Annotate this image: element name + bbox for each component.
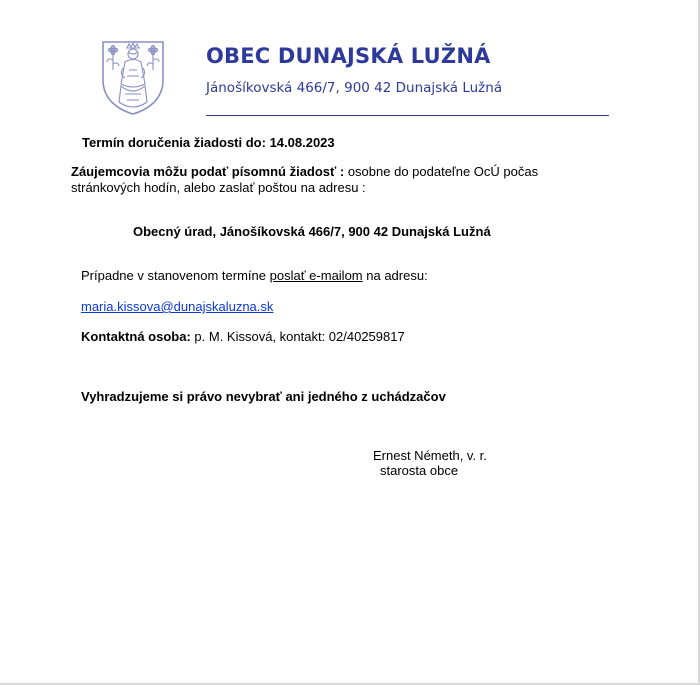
email-line — [81, 299, 273, 315]
deadline-label: Termín doručenia žiadosti do: — [82, 135, 266, 150]
header-divider — [206, 115, 609, 116]
office-address: Obecný úrad, Jánošíkovská 466/7, 900 42 Dunajská Lužná — [133, 224, 491, 239]
contact-value: p. M. Kissová, kontakt: 02/40259817 — [190, 329, 405, 344]
email-text-after: na adresu: — [362, 268, 428, 283]
signature-role: starosta obce — [380, 463, 459, 478]
contact-label: Kontaktná osoba: — [81, 329, 191, 344]
email-text-before: Prípadne v stanovenom termíne — [81, 268, 270, 283]
submission-lead: Záujemcovia môžu podať písomnú žiadosť : — [71, 164, 345, 179]
email-underlined: poslať e-mailom — [269, 268, 363, 283]
deadline-line — [82, 135, 335, 151]
municipality-address: Jánošíkovská 466/7, 900 42 Dunajská Lužná — [206, 80, 503, 96]
deadline-date: 14.08.2023 — [269, 135, 335, 150]
reservation-notice: Vyhradzujeme si právo nevybrať ani jedného z uchádzačov — [81, 389, 446, 404]
submission-text-1: osobne do podateľne OcÚ počas — [344, 164, 539, 179]
email-link[interactable]: maria.kissova@dunajskaluzna.sk — [81, 299, 274, 314]
signature-name: Ernest Németh, v. r. — [373, 448, 487, 463]
submission-line-2: stránkových hodín, alebo zaslať poštou na adresu : — [71, 180, 366, 195]
contact-line — [81, 329, 405, 345]
coat-of-arms-icon — [101, 40, 165, 116]
submission-line-1 — [71, 164, 538, 180]
municipality-title: OBEC DUNAJSKÁ LUŽNÁ — [206, 44, 491, 68]
email-instruction — [81, 268, 428, 284]
